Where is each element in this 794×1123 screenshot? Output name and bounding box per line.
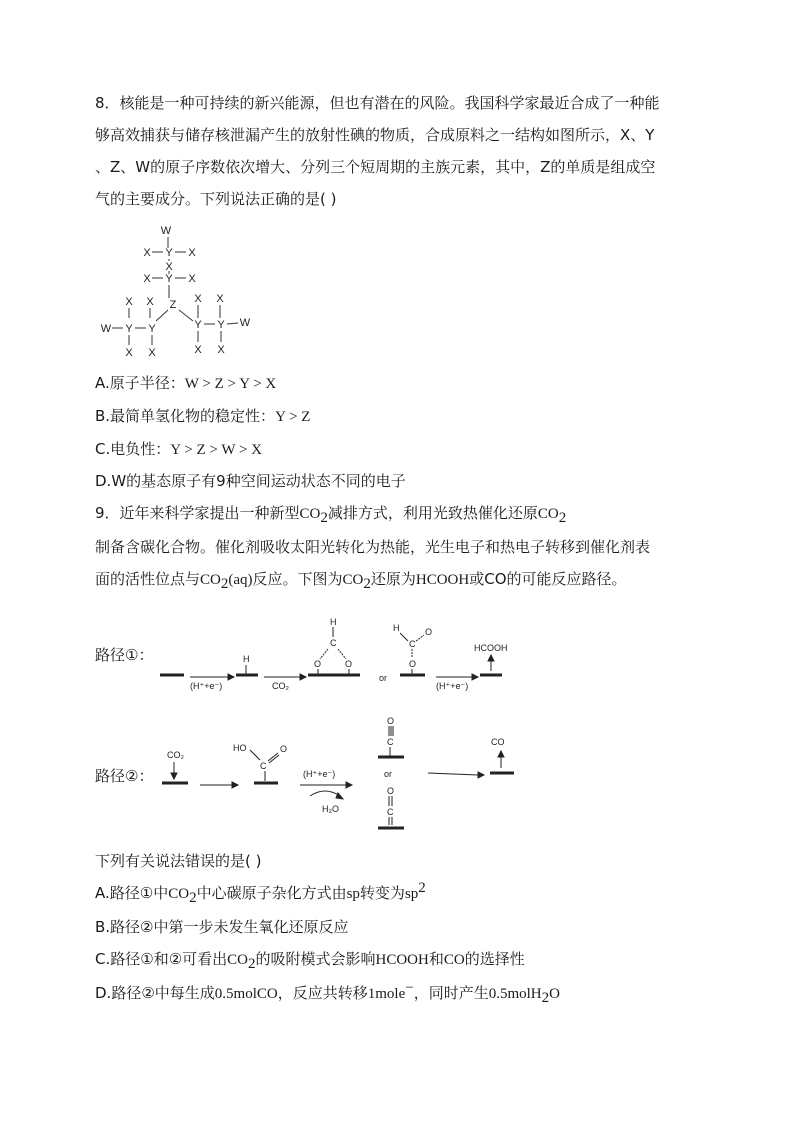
svg-text:CO₂: CO₂: [272, 681, 289, 691]
svg-text:X: X: [125, 296, 133, 308]
svg-text:HCOOH: HCOOH: [474, 643, 508, 653]
q8-option-d[interactable]: D.W的基态原子有9种空间运动状态不同的电子: [95, 472, 406, 490]
q9-stem-line3: 面的活性位点与$CO_2(aq)$反应。下图为$CO_2$还原为HCOOH或CO的可能反应路径。: [95, 570, 627, 592]
svg-text:Y: Y: [165, 273, 173, 285]
q9-question: 下列有关说法错误的是( ): [95, 852, 262, 870]
svg-text:Y: Y: [217, 319, 225, 331]
svg-text:X: X: [188, 247, 196, 259]
svg-text:(H⁺+e⁻): (H⁺+e⁻): [303, 769, 336, 779]
svg-text:W: W: [239, 317, 251, 329]
svg-text:O: O: [345, 659, 353, 669]
q9-stem-line1: 9．近年来科学家提出一种新型$CO_2$减排方式，利用光致热催化还原$CO_2$: [95, 504, 567, 526]
svg-text:X: X: [216, 293, 224, 305]
svg-text:X: X: [143, 247, 151, 259]
path1-label: 路径①：: [95, 646, 154, 664]
svg-text:O: O: [314, 659, 322, 669]
svg-text:C: C: [330, 638, 337, 648]
svg-text:C: C: [387, 737, 394, 747]
svg-text:X: X: [125, 347, 133, 359]
svg-text:Z: Z: [169, 299, 177, 311]
svg-text:X: X: [148, 347, 156, 359]
svg-text:CO₂: CO₂: [167, 750, 184, 760]
svg-text:O: O: [387, 786, 395, 796]
q9-stem-line2: 制备含碳化合物。催化剂吸收太阳光转化为热能，光生电子和热电子转移到催化剂表: [95, 538, 651, 556]
svg-text:H: H: [330, 617, 337, 627]
q9-option-a[interactable]: A.路径①中$CO_2$中心碳原子杂化方式由sp转变为$sp^2$: [95, 880, 426, 906]
svg-text:H₂O: H₂O: [322, 804, 339, 814]
q9-option-c[interactable]: C.路径①和②可看出$CO_2$的吸附模式会影响HCOOH和CO的选择性: [95, 950, 525, 972]
svg-text:C: C: [387, 807, 394, 817]
path2-label: 路径②：: [95, 767, 154, 785]
svg-text:H: H: [393, 623, 400, 633]
q8-stem-line1: 8．核能是一种可持续的新兴能源，但也有潜在的风险。我国科学家最近合成了一种能: [95, 94, 660, 112]
q8-option-c[interactable]: C.电负性：Y > Z > W > X: [95, 440, 263, 458]
svg-text:Y: Y: [165, 247, 173, 259]
path2-diagram: [150, 712, 530, 837]
svg-text:C: C: [260, 761, 267, 771]
svg-text:HO: HO: [233, 743, 247, 753]
svg-text:O: O: [387, 716, 395, 726]
q8-structure-diagram: [92, 222, 262, 372]
q8-stem-line4: 气的主要成分。下列说法正确的是( ): [95, 190, 337, 208]
svg-text:Y: Y: [194, 319, 202, 331]
svg-text:X: X: [143, 273, 151, 285]
q8-option-a[interactable]: A.原子半径：W > Z > Y > X: [95, 374, 277, 392]
svg-text:or: or: [384, 769, 393, 779]
q9-option-d[interactable]: D.路径②中每生成0.5molCO，反应共转移1mole−，同时产生0.5molH$_2$O: [95, 980, 560, 1006]
svg-text:O: O: [280, 744, 288, 754]
svg-text:H: H: [243, 654, 250, 664]
svg-text:O: O: [425, 627, 433, 637]
svg-text:Y: Y: [148, 323, 156, 335]
svg-text:X: X: [146, 296, 154, 308]
atom-w: W: [160, 225, 172, 237]
svg-text:Y: Y: [125, 323, 133, 335]
q9-option-b[interactable]: B.路径②中第一步未发生氧化还原反应: [95, 918, 349, 936]
svg-text:X: X: [165, 261, 173, 273]
q8-stem-line2: 够高效捕获与储存核泄漏产生的放射性碘的物质，合成原料之一结构如图所示，X、Y: [95, 126, 655, 144]
svg-text:X: X: [194, 344, 202, 356]
svg-text:X: X: [194, 293, 202, 305]
q8-option-b[interactable]: B.最简单氢化物的稳定性：Y > Z: [95, 407, 311, 425]
svg-text:C: C: [409, 639, 416, 649]
svg-text:O: O: [409, 659, 417, 669]
svg-text:CO: CO: [491, 737, 505, 747]
svg-text:or: or: [379, 673, 388, 683]
svg-text:(H⁺+e⁻): (H⁺+e⁻): [190, 681, 223, 691]
svg-text:(H⁺+e⁻): (H⁺+e⁻): [436, 681, 469, 691]
path1-diagram: [150, 605, 530, 695]
q8-stem-line3: 、Z、W的原子序数依次增大、分列三个短周期的主族元素，其中，Z的单质是组成空: [95, 158, 656, 176]
svg-text:W: W: [100, 323, 112, 335]
svg-text:X: X: [217, 344, 225, 356]
svg-text:X: X: [188, 273, 196, 285]
